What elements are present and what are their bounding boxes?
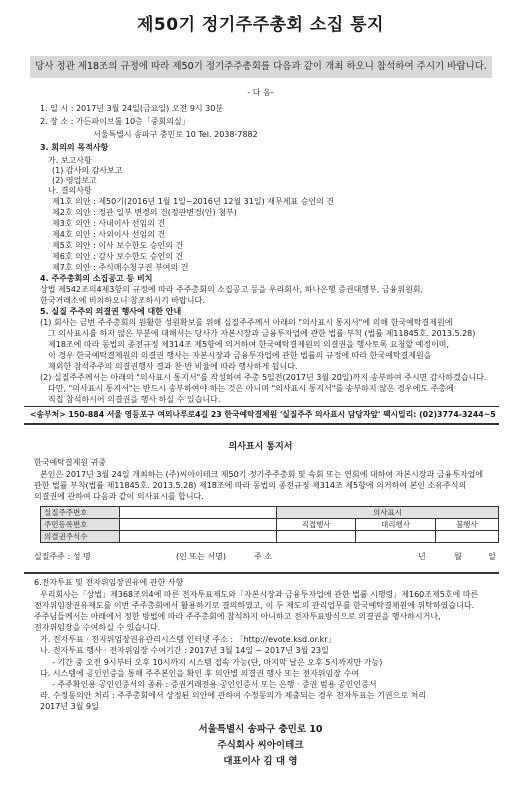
agenda-item: 제5호 의안 : 이사 보수한도 승인의 건	[52, 241, 184, 250]
evote-text: 전자위임장권유제도를 이번 주주총회에서 활용하기로 결의하였고, 이 두 제도의 관리업무를 한국예탁결제원에 위탁하였습니다.	[34, 601, 475, 610]
agenda-item: 제1호 의안 : 제50기(2016년 1월 1일~2016년 12월 31일) 재무제표 승인의 건	[52, 197, 335, 206]
meeting-address: 서울특별시 송파구 충민로 10 Tel. 2038-7882	[93, 130, 258, 139]
option-proxy[interactable]: 대리행사	[356, 519, 435, 531]
publication-text: 상법 제542조의4제3항의 규정에 따라 주주총회의 소집공고 등을 우리회사, 하나은행 증권대행부, 금융위원회,	[40, 285, 424, 294]
form-body-text: 본인은 2017년 3월 24일 개최하는 (주)씨아이테크 제50기 정기주주총회 및 속회 또는 연회에 대하여 자본시장과 금융투자업에	[40, 470, 484, 479]
evote-url-line: 가. 전자투표 · 전자위임장권유관리시스템 인터넷 주소 : 「http://evote.ksd.or.kr」	[40, 635, 336, 644]
option-direct[interactable]: 직접행사	[277, 519, 356, 531]
agenda-item: 제3호 의안 : 사내이사 선임의 건	[52, 219, 166, 228]
date-day-unit: 일	[488, 552, 496, 561]
date-month-unit: 월	[454, 552, 462, 561]
voting-guide-text: 제18조에 따라 동법의 종전규정 제314조 제5항에 의거하여 한국예탁결제원의 의결권을 행사토록 요청할 예정이며,	[48, 340, 450, 349]
intent-form-table	[40, 506, 499, 543]
agenda-item: 제7호 의안 : 주식매수청구권 부여의 건	[52, 263, 189, 272]
evote-text: 다. 시스템에 공인인증을 통해 주주본인을 확인 후 의안별 의결권 행사 또는 전자위임장 수여	[40, 669, 359, 678]
meeting-place: 2. 장 소 : 가든파이브툴 10층「중회의실」	[40, 117, 190, 126]
ceo-name: 대표이사 김 대 영	[223, 756, 298, 767]
option-abstain[interactable]: 불행사	[435, 519, 498, 531]
company-address: 서울특별시 송파구 충민로 10	[198, 724, 323, 735]
divider	[24, 406, 499, 407]
evote-text: 전자위임장을 수여하실 수 있습니다.	[34, 623, 161, 632]
agenda-heading: 3. 회의의 목적사항	[40, 143, 109, 152]
report-item: (2) 영업보고	[52, 176, 97, 185]
evote-text: 주주님들께서는 아래에서 정한 방법에 따라 주주총회에 참석하지 아니하고 전자투표방식으로 의결권을 행사하시거나,	[34, 612, 441, 621]
intent-header: 의사표시	[277, 507, 499, 519]
publication-text: 한국거래소에 비치하오니 참조하시기 바랍니다.	[40, 296, 205, 305]
resident-number-field[interactable]	[120, 519, 277, 531]
divider	[24, 572, 499, 574]
evote-text: 라. 수정동의안 처리 : 주주총회에서 상정된 의안에 관하여 수정동의가 제출되는 경우 전자투표는 기권으로 처리	[40, 691, 427, 700]
section-heading-daum: - 다 음-	[247, 88, 274, 97]
signature-address-label: 주 소	[254, 552, 272, 561]
resolution-items-heading: 나. 결의사항	[48, 186, 92, 195]
evote-heading: 6.전자투표 및 전자위임장권유에 관한 사항	[34, 578, 184, 587]
intro-banner: 당사 정관 제18조의 규정에 따라 제50기 정기주주총회를 다음과 같이 개최 하오니 참석하여 주시기 바랍니다.	[30, 56, 492, 78]
voting-guide-text: 직접 참석하시어 의결권을 행사 하실 수 있습니다.	[48, 395, 221, 404]
evote-text: - 기간 중 오전 9시부터 오후 10시까지 시스템 접속 가능(단, 마지막 날은 오후 5시까지만 가능)	[52, 658, 383, 667]
agenda-item: 제2호 의안 : 정관 일부 변경의 건(정관변경(안) 첨부)	[52, 208, 237, 217]
shareholder-number-label: 실질주주번호	[41, 507, 120, 519]
voting-guide-text: 다만, "의사표시 통지서"는 반드시 송부하여야 하는 것은 아니며 "의사표시 통지서"를 송부하지 않은 경우에도 주총에	[48, 384, 454, 393]
voting-guide-text: 이 경우 한국예탁결제원의 의결권 행사는 자본시장과 금융투자업에 관한 법률의 규정에 따라 한국예탁결제원을	[48, 351, 432, 360]
form-body-text: 관한 법률 부칙(법률 제11845호. 2013.5.28) 제18조에 따라 동법의 종전규정 제314조 제5항에 의거하여 본인 소유주식의	[34, 481, 467, 490]
voting-guide-text: 제외한 참석주주의 의결권행사 결과 찬·반 비율에 따라 행사하게 됩니다.	[48, 362, 298, 371]
form-body-text: 의결권에 관하여 다음과 같이 의사표시를 합니다.	[34, 492, 204, 501]
publication-heading: 4. 주주총회의 소집공고 등 비치	[40, 274, 153, 283]
agenda-item: 제4호 의안 : 사외이사 선임의 건	[52, 230, 166, 239]
voting-guide-heading: 5. 실질 주주의 의결권 행사에 대한 안내	[40, 307, 182, 316]
agenda-item: 제6호 의안 : 감사 보수한도 승인의 건	[52, 252, 184, 261]
voting-shares-label: 의결권주식수	[41, 531, 120, 543]
voting-shares-field[interactable]	[120, 531, 277, 543]
evote-period-line: 나. 전자투표 행사 · 전자위임장 수여기간 : 2017년 3월 14일 ~ 2017년 3월 23일	[40, 646, 329, 655]
report-item: (1) 감사의 감사보고	[52, 166, 123, 175]
signature-seal-label: (인 또는 서명)	[176, 552, 226, 561]
evote-text: - 주주확인용 공인인증서의 종류 : 증권거래전용 공인인증서 또는 은행 · 증권 범용 공인인증서	[52, 680, 377, 689]
company-name: 주식회사 씨아이테크	[217, 740, 304, 751]
shareholder-number-field[interactable]	[120, 507, 277, 519]
date-year-unit: 년	[418, 552, 426, 561]
evote-text: 우리회사는「상법」제368조의4에 따른 전자투표제도와「자본시장과 금융투자업에 관한 법률 시행령」제160조제5호에 따른	[40, 590, 479, 599]
option-direct-mark[interactable]	[277, 531, 356, 543]
signature-name-label: 실질주주 : 성 명	[34, 552, 91, 561]
option-proxy-mark[interactable]	[356, 531, 435, 543]
resident-number-label: 주민등록번호	[41, 519, 120, 531]
form-title: 의사표시 통지서	[228, 442, 293, 452]
form-addressee: 한국예탁결제원 귀중	[34, 458, 107, 467]
option-abstain-mark[interactable]	[435, 531, 498, 543]
voting-guide-text: 그 의사표시를 하지 않은 부분에 대해서는 당사가 자본시장과 금융투자업에 관한 법률 부칙 (법률 제11845호. 2013.5.28)	[48, 329, 476, 338]
report-items-heading: 가. 보고사항	[48, 156, 92, 165]
meeting-date: 1. 일 시 : 2017년 3월 24일(금요일) 오전 9시 30분	[40, 104, 224, 113]
divider	[24, 423, 499, 425]
send-to-address: <송부처> 150-884 서울 영등포구 여의나루로4길 23 한국예탁결제원 '실질주주 의사표시 담당자앞' 팩시밀리: (02)3774-3244~5	[30, 410, 496, 419]
voting-guide-text: (2) 실질주주께서는 아래의 "의사표시 통지서"를 작성하여 주총 5일전(2017년 3월 20일)까지 송부하여 주시면 감사하겠습니다.	[40, 373, 487, 382]
page-title: 제50기 정기주주총회 소집 통지	[137, 15, 384, 35]
notice-date: 2017년 3월 9일	[40, 702, 99, 711]
voting-guide-text: (1) 회사는 금번 주주총회의 원활한 성원확보를 위해 실질주주께서 아래의 "의사표시 통지서"에 의해 한국예탁결제원에	[40, 318, 453, 327]
